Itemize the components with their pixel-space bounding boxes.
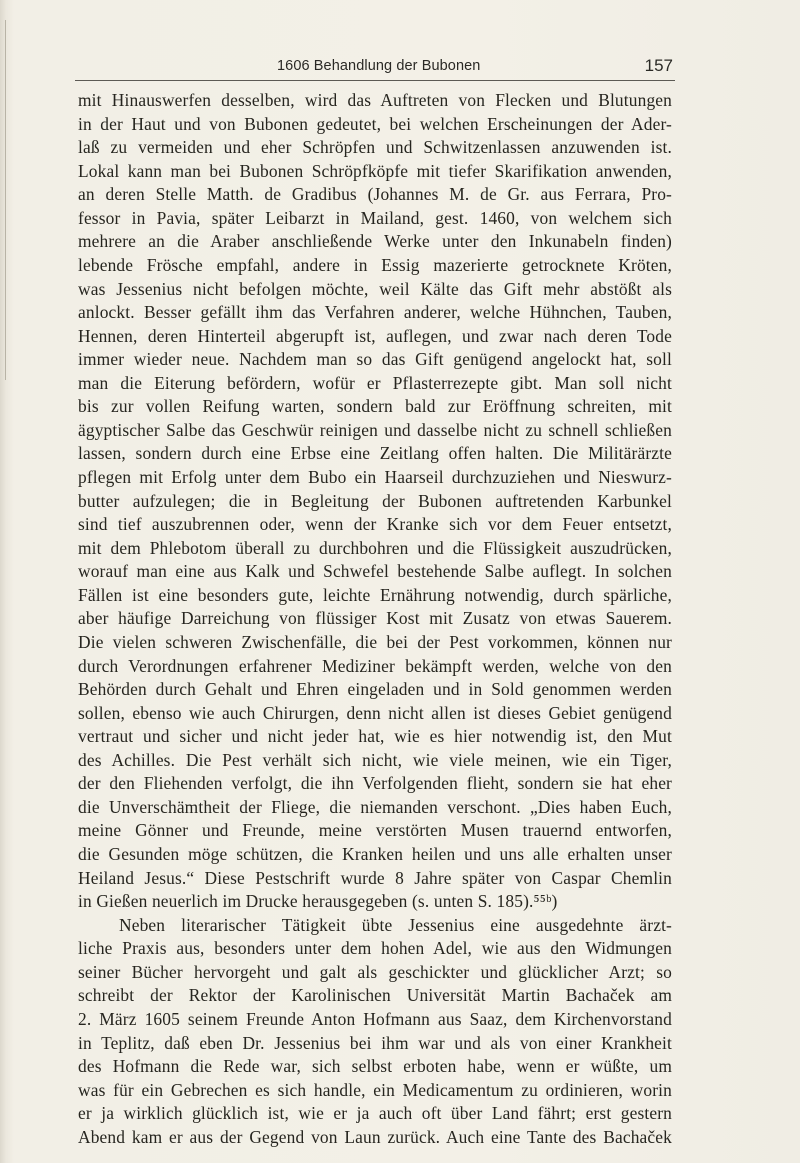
text-line: butter aufzulegen; die in Begleitung der Bubonen auftretenden Karbunkel: [78, 490, 672, 511]
text-line: vertraut und sicher und nicht jeder hat, wie es hier notwendig ist, den Mut: [78, 726, 672, 747]
text-line: in Teplitz, daß eben Dr. Jessenius bei ihm war und als von einer Krankheit: [78, 1032, 672, 1053]
page-edge-shadow: [5, 20, 6, 380]
text-line: er ja wirklich glücklich ist, wie er ja auch oft über Land fährt; erst gestern: [78, 1103, 672, 1124]
page-number: 157: [644, 56, 673, 75]
paragraph-start-line: Neben literarischer Tätigkeit übte Jessenius eine ausgedehnte ärzt-: [119, 914, 672, 935]
header-rule: [75, 80, 675, 81]
text-line: die Gesunden möge schützen, die Kranken heilen und uns alle erhalten unser: [78, 844, 672, 864]
text-line: seiner Bücher hervorgeht und galt als geschickter und glücklicher Arzt; so: [78, 961, 672, 982]
body-text: [78, 89, 672, 1149]
text-line: an deren Stelle Matth. de Gradibus (Johannes M. de Gr. aus Ferrara, Pro-: [78, 184, 672, 205]
text-line: Lokal kann man bei Bubonen Schröpfköpfe mit tiefer Skarifikation anwenden,: [78, 160, 672, 181]
text-line: pflegen mit Erfolg unter dem Bubo ein Haarseil durchzuziehen und Nieswurz-: [78, 467, 672, 487]
text-line: 2. März 1605 seinem Freunde Anton Hofmann aus Saaz, dem Kirchenvorstand: [78, 1008, 672, 1029]
text-line: was Jessenius nicht befolgen möchte, weil Kälte das Gift mehr abstößt als: [78, 278, 672, 299]
text-line: Fällen ist eine besonders gute, leichte Ernährung notwendig, durch spärliche,: [78, 584, 672, 605]
text-line: Hennen, deren Hinterteil abgerupft ist, auflegen, und zwar nach deren Tode: [78, 325, 672, 346]
text-line: mit Hinauswerfen desselben, wird das Auftreten von Flecken und Blutungen: [78, 90, 672, 110]
text-line: man die Eiterung befördern, wofür er Pflasterrezepte gibt. Man soll nicht: [78, 372, 672, 393]
text-line: des Achilles. Die Pest verhält sich nicht, wie viele meinen, wie ein Tiger,: [78, 749, 672, 770]
running-header-title: 1606 Behandlung der Bubonen: [277, 58, 481, 74]
text-line: was für ein Gebrechen es sich handle, ein Medicamentum zu ordinieren, worin: [78, 1079, 672, 1100]
text-line: anlockt. Besser gefällt ihm das Verfahren anderer, welche Hühnchen, Tauben,: [78, 302, 672, 323]
text-line: sind tief auszubrennen oder, wenn der Kranke sich vor dem Feuer entsetzt,: [78, 514, 672, 535]
text-line: der den Fliehenden verfolgt, die ihn Verfolgenden flieht, sondern sie hat eher: [78, 773, 672, 794]
text-line: durch Verordnungen erfahrener Mediziner bekämpft werden, welche von den: [78, 655, 672, 676]
text-line: immer wieder neue. Nachdem man so das Gift genügend angelockt hat, soll: [78, 349, 672, 370]
text-line: sollen, ebenso wie auch Chirurgen, denn nicht allen ist dieses Gebiet genügend: [78, 702, 672, 723]
text-line: meine Gönner und Freunde, meine verstörten Musen trauernd entworfen,: [78, 820, 672, 841]
text-line: des Hofmann die Rede war, sich selbst erboten habe, wenn er wüßte, um: [78, 1056, 672, 1077]
text-line: aber häufige Darreichung von flüssiger Kost mit Zusatz von etwas Sauerem.: [78, 608, 672, 629]
text-line: worauf man eine aus Kalk und Schwefel bestehende Salbe auflegt. In solchen: [78, 561, 672, 582]
text-line: ägyptischer Salbe das Geschwür reinigen und dasselbe nicht zu schnell schließen: [78, 419, 672, 440]
text-line: bis zur vollen Reifung warten, sondern bald zur Eröffnung schreiten, mit: [78, 396, 672, 417]
text-line: liche Praxis aus, besonders unter dem hohen Adel, wie aus den Widmungen: [78, 938, 672, 959]
text-line: Heiland Jesus.“ Diese Pestschrift wurde 8 Jahre später von Caspar Chemlin: [78, 867, 672, 888]
text-line: Abend kam er aus der Gegend von Laun zurück. Auch eine Tante des Bachaček: [78, 1126, 672, 1147]
text-line: lebende Frösche empfahl, andere in Essig mazerierte getrocknete Kröten,: [78, 254, 672, 275]
text-line: in der Haut und von Bubonen gedeutet, bei welchen Erscheinungen der Ader-: [78, 113, 672, 134]
text-line: mit dem Phlebotom überall zu durchbohren und die Flüssigkeit auszudrücken,: [78, 537, 672, 558]
text-line: mehrere an die Araber anschließende Werke unter den Inkunabeln finden): [78, 231, 672, 252]
text-line: schreibt der Rektor der Karolinischen Universität Martin Bachaček am: [78, 985, 672, 1006]
text-line: lassen, sondern durch eine Erbse eine Zeitlang offen halten. Die Militärärzte: [78, 443, 672, 464]
text-line: die Unverschämtheit der Fliege, die niemanden verschont. „Dies haben Euch,: [78, 796, 672, 817]
paragraph-end-line: in Gießen neuerlich im Drucke herausgegeben (s. unten S. 185).⁵⁵ᵇ): [78, 891, 558, 912]
text-line: Die vielen schweren Zwischenfälle, die bei der Pest vorkommen, können nur: [78, 631, 672, 652]
text-line: fessor in Pavia, später Leibarzt in Mailand, gest. 1460, von welchem sich: [78, 207, 672, 228]
running-header: [75, 56, 675, 78]
text-line: Behörden durch Gehalt und Ehren eingeladen und in Sold genommen werden: [78, 679, 672, 700]
text-line: laß zu vermeiden und eher Schröpfen und Schwitzenlassen anzuwenden ist.: [78, 137, 672, 158]
